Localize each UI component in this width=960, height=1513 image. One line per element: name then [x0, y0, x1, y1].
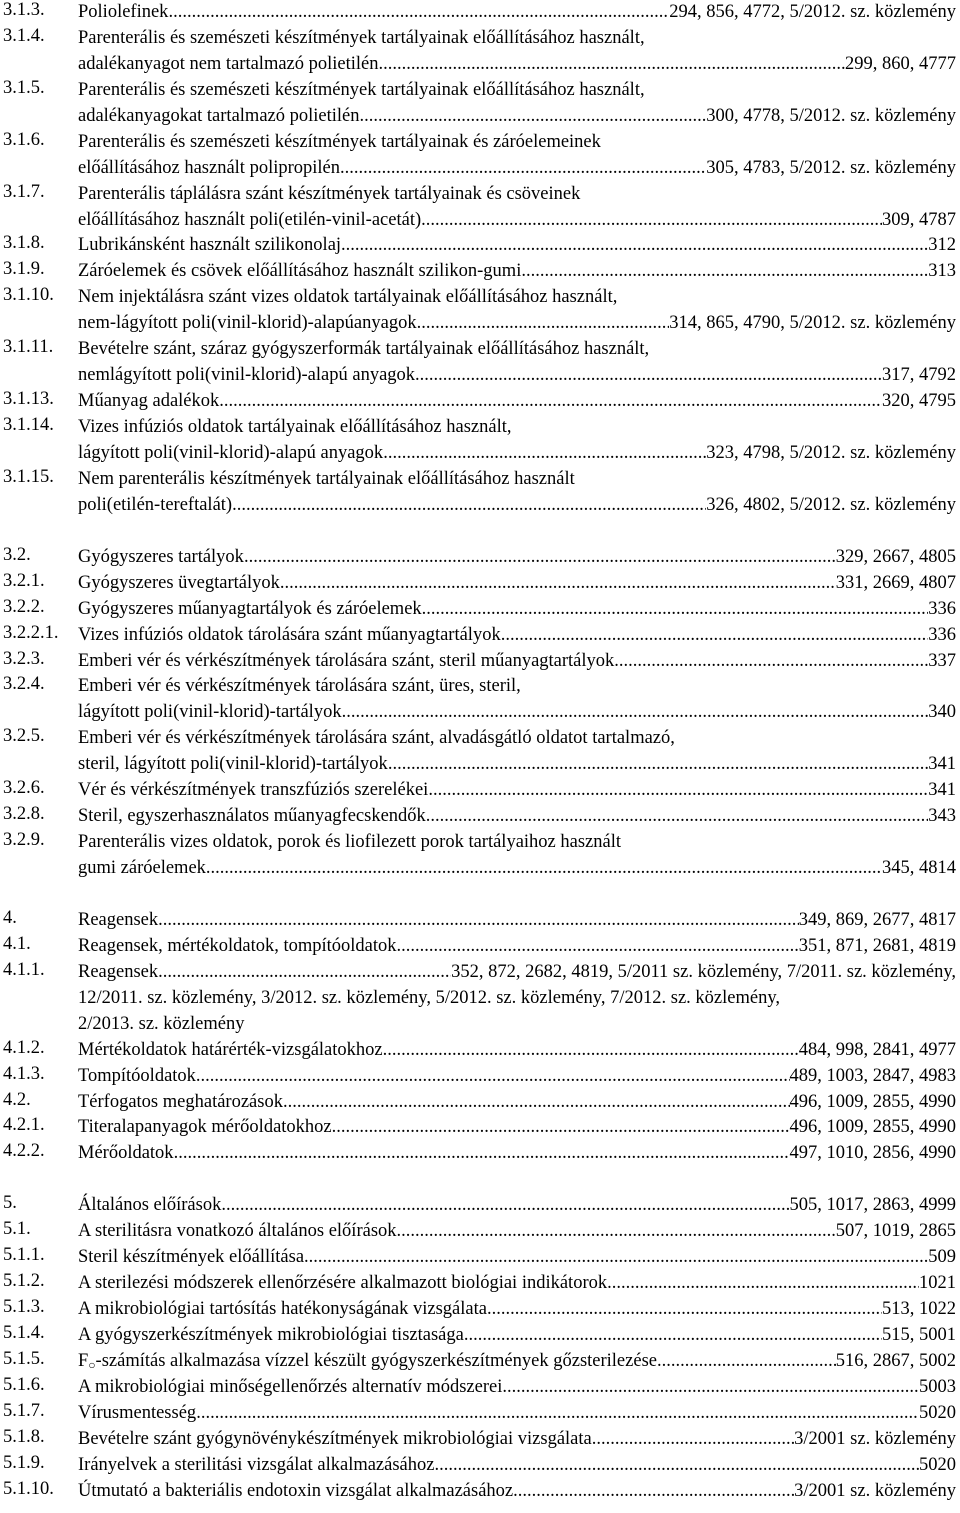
entry-title: Reagensek, mértékoldatok, tompítóoldatok [78, 935, 397, 956]
entry-number: 5.1.3. [3, 1297, 45, 1318]
dot-leader [657, 1349, 836, 1375]
toc-entry [0, 545, 960, 571]
page-references: 516, 2867, 5002 [835, 1350, 956, 1371]
page-references: 336 [928, 598, 956, 619]
dot-leader [340, 156, 706, 182]
dot-leader [614, 649, 928, 675]
entry-title-line: Parenterális és szemészeti készítmények tartályainak előállításához használt, [78, 27, 645, 48]
entry-number: 4.2.2. [3, 1141, 45, 1162]
page-references: 507, 1019, 2865 [835, 1221, 956, 1242]
page-references: 312 [928, 235, 956, 256]
toc-leader-line [78, 778, 956, 804]
entry-number: 5.1.2. [3, 1271, 45, 1292]
entry-title: adalékanyagokat tartalmazó polietilén [78, 105, 360, 126]
entry-title: Bevételre szánt gyógynövénykészítmények mikrobiológiai vizsgálata [78, 1428, 592, 1449]
toc-entry [0, 960, 960, 1038]
entry-title-line: Emberi vér és vérkészítmények tárolására szánt, alvadásgátló oldatot tartalmazó, [78, 728, 675, 749]
page-references: 5020 [919, 1454, 956, 1475]
dot-leader [422, 597, 929, 623]
toc-leader-line [78, 1453, 956, 1479]
toc-entry [0, 415, 960, 467]
page-references: 5020 [919, 1402, 956, 1423]
entry-title: Általános előírások [78, 1195, 222, 1216]
entry-title: Lubrikánsként használt szilikonolaj [78, 235, 342, 256]
toc-entry [0, 285, 960, 337]
toc-entry [0, 389, 960, 415]
entry-title-line: Nem injektálásra szánt vizes oldatok tartályainak előállításához használt, [78, 287, 618, 308]
entry-continuation: 2/2013. sz. közlemény [78, 1013, 245, 1034]
toc-leader-line [78, 960, 956, 986]
entry-number: 5.1. [3, 1219, 31, 1240]
entry-number: 3.2.3. [3, 648, 45, 669]
f-letter: F [78, 1350, 89, 1371]
toc-entry [0, 934, 960, 960]
page-references: 340 [928, 702, 956, 723]
toc-leader-line [78, 1271, 956, 1297]
entry-number: 3.2.9. [3, 830, 45, 851]
toc-entry [0, 1427, 960, 1453]
dot-leader [304, 1245, 928, 1271]
dot-leader [417, 311, 670, 337]
toc-leader-line [78, 1219, 956, 1245]
entry-title: előállításához használt poli(etilén-vinil-acetát) [78, 209, 422, 230]
entry-number: 3.2.5. [3, 726, 45, 747]
toc-entry [0, 1090, 960, 1116]
entry-continuation: 12/2011. sz. közlemény, 3/2012. sz. közlemény, 5/2012. sz. közlemény, 7/2012. sz. közlemény, [78, 987, 780, 1008]
entry-title: adalékanyagot nem tartalmazó polietilén [78, 53, 379, 74]
entry-title-line: Bevételre szánt, száraz gyógyszerformák tartályainak előállításához használt, [78, 339, 650, 360]
entry-title: Reagensek [78, 909, 159, 930]
dot-leader [283, 1090, 790, 1116]
entry-title: Poliolefinek [78, 2, 169, 22]
page-references: 3/2001 sz. közlemény [794, 1428, 956, 1449]
entry-number: 4.2.1. [3, 1115, 45, 1136]
dot-leader [397, 1219, 836, 1245]
page-references: 341 [928, 780, 956, 801]
entry-title-line: Parenterális táplálásra szánt készítmények tartályainak és csöveinek [78, 183, 581, 204]
entry-number: 3.1.10. [3, 285, 54, 306]
entry-title-line: Parenterális vizes oldatok, porok és liofilezett porok tartályaihoz használt [78, 832, 621, 853]
dot-leader [426, 804, 928, 830]
page-references: 294, 856, 4772, 5/2012. sz. közlemény [669, 2, 956, 22]
page-references: 352, 872, 2682, 4819, 5/2011 sz. közlemény, 7/2011. sz. közlemény, [451, 961, 956, 982]
page-references: 313 [928, 261, 956, 282]
toc-entry [0, 778, 960, 804]
entry-title: Vizes infúziós oldatok tárolására szánt műanyagtartályok [78, 624, 501, 645]
page-references: 341 [928, 754, 956, 775]
toc-leader-line [78, 1297, 956, 1323]
page-references: 345, 4814 [882, 858, 956, 878]
entry-title: Irányelvek a sterilitási vizsgálat alkalmazásához [78, 1454, 435, 1475]
entry-title: steril, lágyított poli(vinil-klorid)-tartályok [78, 754, 388, 775]
entry-title: Reagensek [78, 961, 159, 982]
entry-number: 3.2.2.1. [3, 622, 59, 643]
section-gap [0, 519, 960, 545]
entry-number: 5.1.1. [3, 1245, 45, 1266]
page-references: 513, 1022 [882, 1299, 956, 1320]
entry-number: 3.2.8. [3, 804, 45, 825]
entry-number: 4.1.2. [3, 1037, 45, 1058]
dot-leader [158, 960, 451, 986]
entry-number: 5. [3, 1193, 17, 1214]
page-references: 320, 4795 [882, 391, 956, 412]
toc-entry [0, 1141, 960, 1167]
toc-entry [0, 804, 960, 830]
toc-entry [0, 908, 960, 934]
toc-leader-line [78, 1401, 956, 1427]
entry-number: 4. [3, 907, 17, 928]
entry-number: 3.2.4. [3, 674, 45, 695]
dot-leader [501, 623, 929, 649]
entry-title: Vér és vérkészítmények transzfúziós szerelékei [78, 780, 429, 801]
toc-entry [0, 130, 960, 182]
entry-title: -számítás alkalmazása vízzel készült gyógyszerkészítmények gőzsterilezése [95, 1350, 657, 1371]
toc-leader-line [78, 1064, 956, 1090]
entry-title: Mérőoldatok [78, 1143, 174, 1164]
dot-leader [206, 856, 882, 882]
entry-number: 3.1.15. [3, 466, 54, 487]
entry-title: Mértékoldatok határérték-vizsgálatokhoz [78, 1039, 383, 1060]
toc-entry [0, 623, 960, 649]
entry-title: Tompítóoldatok [78, 1065, 196, 1086]
entry-number: 5.1.6. [3, 1374, 45, 1395]
entry-number: 5.1.10. [3, 1478, 54, 1499]
page-references: 351, 871, 2681, 4819 [798, 935, 956, 956]
entry-number: 3.2.1. [3, 570, 45, 591]
page-references: 299, 860, 4777 [845, 53, 956, 74]
toc-entry [0, 233, 960, 259]
entry-title: Gyógyszeres tartályok [78, 546, 244, 567]
page-references: 337 [928, 650, 956, 671]
entry-title: Műanyag adalékok [78, 391, 220, 412]
entry-title-line: Parenterális és szemészeti készítmények tartályainak előállításához használt, [78, 79, 645, 100]
entry-title-group [78, 1349, 657, 1375]
entry-number: 3.1.13. [3, 389, 54, 410]
toc-leader-line [78, 52, 956, 78]
toc-leader-line [78, 363, 956, 389]
entry-number: 4.1.1. [3, 959, 45, 980]
entry-title-line: Parenterális és szemészeti készítmények tartályainak és záróelemeinek [78, 131, 601, 152]
toc-entry [0, 1271, 960, 1297]
toc-entry [0, 337, 960, 389]
toc-leader-line [78, 208, 956, 234]
dot-leader [379, 52, 846, 78]
page-references: 314, 865, 4790, 5/2012. sz. közlemény [669, 313, 956, 334]
toc-leader-line [78, 389, 956, 415]
entry-title: Térfogatos meghatározások [78, 1091, 283, 1112]
entry-number: 3.1.3. [3, 0, 45, 20]
dot-leader [383, 441, 706, 467]
dot-leader [174, 1141, 790, 1167]
entry-title: nem-lágyított poli(vinil-klorid)-alapúanyagok [78, 313, 417, 334]
toc-leader-line [78, 1349, 956, 1375]
f-subscript: ○ [88, 1357, 96, 1372]
entry-title: lágyított poli(vinil-klorid)-tartályok [78, 702, 342, 723]
entry-number: 4.2. [3, 1089, 31, 1110]
toc-entry [0, 1479, 960, 1505]
dot-leader [244, 545, 836, 571]
page-references: 496, 1009, 2855, 4990 [789, 1117, 956, 1138]
entry-title: Záróelemek és csövek előállításához használt szilikon-gumi [78, 261, 522, 282]
toc-leader-line [78, 1038, 956, 1064]
toc-entry [0, 1349, 960, 1375]
page-references: 505, 1017, 2863, 4999 [789, 1195, 956, 1216]
page-references: 3/2001 sz. közlemény [794, 1480, 956, 1501]
dot-leader [434, 1453, 919, 1479]
toc-leader-line [78, 1090, 956, 1116]
page-references: 323, 4798, 5/2012. sz. közlemény [706, 442, 956, 463]
toc-leader-line [78, 1193, 956, 1219]
entry-title: nemlágyított poli(vinil-klorid)-alapú anyagok [78, 365, 416, 386]
entry-title: Gyógyszeres műanyagtartályok és záróelemek [78, 598, 422, 619]
dot-leader [196, 1401, 919, 1427]
toc-leader-line [78, 233, 956, 259]
dot-leader [219, 389, 882, 415]
toc-leader-line [78, 493, 956, 519]
entry-title: Útmutató a bakteriális endotoxin vizsgálat alkalmazásához [78, 1480, 514, 1501]
toc-leader-line [78, 1479, 956, 1505]
page-references: 300, 4778, 5/2012. sz. közlemény [706, 105, 956, 126]
page-references: 349, 869, 2677, 4817 [798, 909, 956, 930]
toc-entry [0, 182, 960, 234]
entry-number: 3.2.2. [3, 596, 45, 617]
toc-entry [0, 1297, 960, 1323]
toc-leader-line [78, 1245, 956, 1271]
entry-number: 5.1.7. [3, 1400, 45, 1421]
entry-title: gumi záróelemek [78, 858, 206, 878]
toc-leader-line [78, 441, 956, 467]
entry-number: 5.1.8. [3, 1426, 45, 1447]
toc-entry [0, 649, 960, 675]
toc-entry [0, 259, 960, 285]
toc-entry [0, 0, 960, 26]
entry-number: 3.2.6. [3, 778, 45, 799]
toc-leader-line [78, 934, 956, 960]
entry-title: Steril, egyszerhasználatos műanyagfecskendők [78, 806, 426, 827]
toc-leader-line [78, 752, 956, 778]
toc-entry [0, 1038, 960, 1064]
toc-leader-line [78, 1323, 956, 1349]
f0-symbol [78, 1351, 96, 1371]
dot-leader [342, 700, 929, 726]
section-gap [0, 1167, 960, 1193]
dot-leader [487, 1297, 882, 1323]
toc-entry [0, 78, 960, 130]
page-references: 515, 5001 [882, 1325, 956, 1345]
entry-number: 3.1.6. [3, 129, 45, 150]
entry-number: 3.1.4. [3, 25, 45, 46]
toc-leader-line [78, 1141, 956, 1167]
entry-title: lágyított poli(vinil-klorid)-alapú anyagok [78, 442, 384, 463]
toc-leader-line [78, 0, 956, 26]
toc-leader-line [78, 571, 956, 597]
page-references: 317, 4792 [882, 365, 956, 386]
page-references: 329, 2667, 4805 [835, 546, 956, 567]
entry-title: Titeralapanyagok mérőoldatokhoz [78, 1117, 332, 1138]
toc-leader-line [78, 156, 956, 182]
entry-number: 3.1.7. [3, 181, 45, 202]
dot-leader [332, 1115, 790, 1141]
page-references: 326, 4802, 5/2012. sz. közlemény [706, 494, 956, 515]
toc-entry [0, 1401, 960, 1427]
entry-number: 3.1.14. [3, 415, 54, 435]
page-references: 484, 998, 2841, 4977 [798, 1039, 956, 1060]
dot-leader [607, 1271, 919, 1297]
entry-title: Emberi vér és vérkészítmények tárolására szánt, steril műanyagtartályok [78, 650, 615, 671]
entry-number: 5.1.4. [3, 1323, 45, 1343]
toc-entry [0, 571, 960, 597]
toc-entry [0, 1323, 960, 1349]
page-references: 305, 4783, 5/2012. sz. közlemény [706, 157, 956, 178]
toc-leader-line [78, 104, 956, 130]
dot-leader [388, 752, 928, 778]
dot-leader [168, 0, 669, 26]
page-references: 331, 2669, 4807 [835, 572, 956, 593]
dot-leader [502, 1375, 919, 1401]
page-references: 497, 1010, 2856, 4990 [789, 1143, 956, 1164]
toc-entry [0, 1245, 960, 1271]
dot-leader [383, 1038, 799, 1064]
entry-title: előállításához használt polipropilén [78, 157, 340, 178]
toc-entry [0, 1453, 960, 1479]
entry-number: 3.1.8. [3, 233, 45, 254]
toc-entry [0, 26, 960, 78]
toc-leader-line [78, 1427, 956, 1453]
entry-number: 5.1.9. [3, 1452, 45, 1473]
entry-number: 3.1.11. [3, 337, 54, 358]
dot-leader [196, 1064, 790, 1090]
dot-leader [464, 1323, 882, 1349]
dot-leader [232, 493, 706, 519]
section-gap [0, 882, 960, 908]
toc-leader-line [78, 623, 956, 649]
dot-leader [280, 571, 836, 597]
toc-entry [0, 674, 960, 726]
toc-leader-line [78, 908, 956, 934]
entry-title: poli(etilén-tereftalát) [78, 494, 233, 515]
entry-number: 5.1.5. [3, 1348, 45, 1369]
toc-entry [0, 726, 960, 778]
entry-title: Gyógyszeres üvegtartályok [78, 572, 280, 593]
entry-title: Vírusmentesség [78, 1402, 197, 1423]
page-references: 509 [928, 1247, 956, 1268]
dot-leader [521, 259, 928, 285]
page-references: 343 [928, 806, 956, 827]
dot-leader [221, 1193, 789, 1219]
entry-title: A mikrobiológiai minőségellenőrzés alternatív módszerei [78, 1376, 503, 1397]
dot-leader [421, 208, 882, 234]
entry-title: Steril készítmények előállítása [78, 1247, 305, 1268]
dot-leader [341, 233, 928, 259]
entry-number: 3.1.9. [3, 259, 45, 280]
toc-entry [0, 1219, 960, 1245]
toc-leader-line [78, 856, 956, 882]
toc-entry [0, 1064, 960, 1090]
entry-number: 3.1.5. [3, 77, 45, 98]
toc-entry [0, 1115, 960, 1141]
toc-leader-line [78, 259, 956, 285]
toc-leader-line [78, 545, 956, 571]
dot-leader [415, 363, 882, 389]
dot-leader [513, 1479, 794, 1505]
toc-entry [0, 467, 960, 519]
dot-leader [397, 934, 799, 960]
page-references: 489, 1003, 2847, 4983 [789, 1065, 956, 1086]
entry-number: 4.1.3. [3, 1063, 45, 1084]
toc-leader-line [78, 700, 956, 726]
entry-title-line: Emberi vér és vérkészítmények tárolására szánt, üres, steril, [78, 676, 521, 697]
dot-leader [158, 908, 799, 934]
entry-number: 4.1. [3, 933, 31, 954]
entry-number: 3.2. [3, 544, 31, 565]
page-references: 5003 [919, 1376, 956, 1397]
toc-leader-line [78, 1375, 956, 1401]
toc-leader-line [78, 1115, 956, 1141]
entry-title: A mikrobiológiai tartósítás hatékonyságának vizsgálata [78, 1299, 487, 1320]
toc-leader-line [78, 649, 956, 675]
dot-leader [359, 104, 706, 130]
toc-leader-line [78, 597, 956, 623]
entry-title: A sterilezési módszerek ellenőrzésére alkalmazott biológiai indikátorok [78, 1273, 608, 1294]
toc-leader-line [78, 804, 956, 830]
entry-title-line: Nem parenterális készítmények tartályainak előállításához használt [78, 468, 575, 489]
page-references: 496, 1009, 2855, 4990 [789, 1091, 956, 1112]
entry-title: A gyógyszerkészítmények mikrobiológiai tisztasága [78, 1325, 464, 1345]
dot-leader [428, 778, 928, 804]
page-references: 1021 [919, 1273, 956, 1294]
page-references: 336 [928, 624, 956, 645]
toc-entry [0, 1193, 960, 1219]
toc-entry [0, 597, 960, 623]
toc-entry [0, 1375, 960, 1401]
entry-title-line: Vizes infúziós oldatok tartályainak előállításához használt, [78, 417, 512, 437]
page-references: 309, 4787 [882, 209, 956, 230]
toc-leader-line [78, 311, 956, 337]
dot-leader [592, 1427, 794, 1453]
entry-title: A sterilitásra vonatkozó általános előírások [78, 1221, 397, 1242]
toc-entry [0, 830, 960, 882]
